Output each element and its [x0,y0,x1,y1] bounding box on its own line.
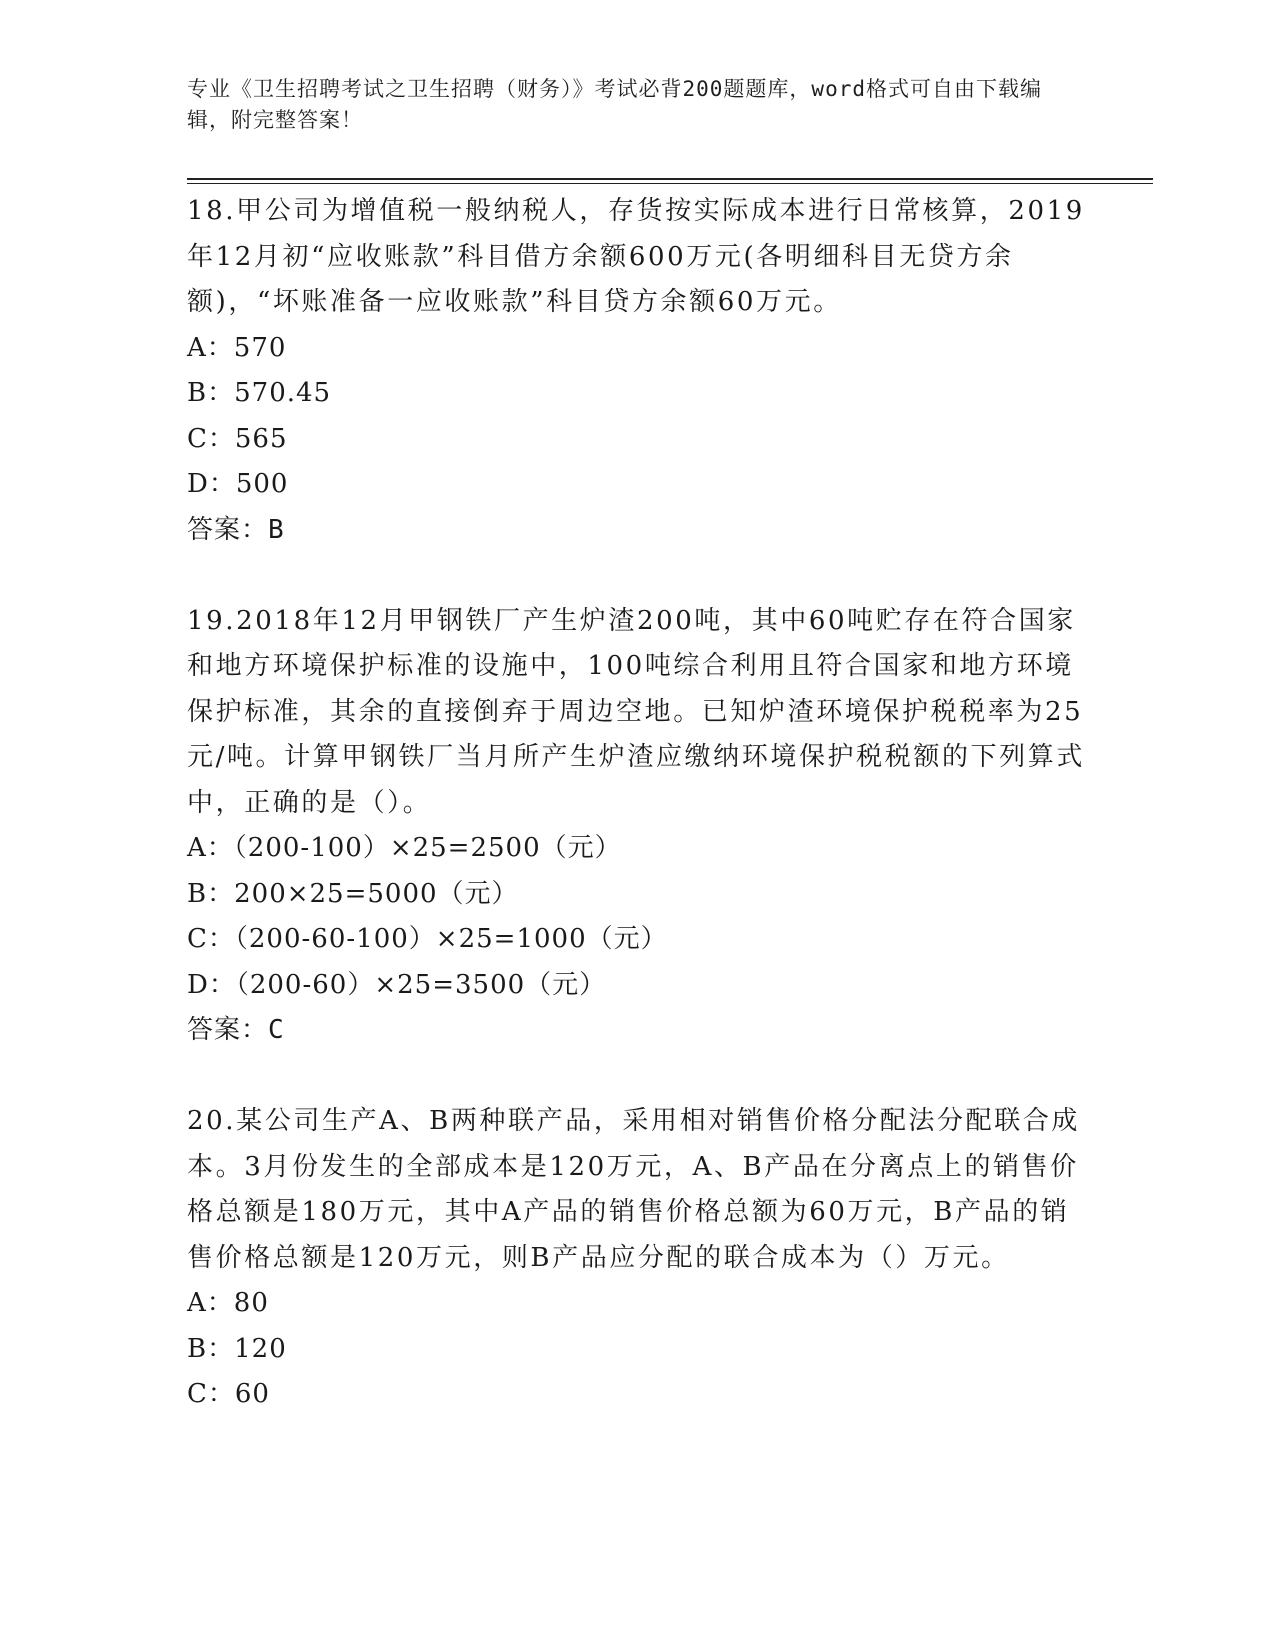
question-19 [187,599,1087,1054]
option-c: C：60 [187,1379,270,1409]
option-c: C：565 [187,423,288,454]
option-b: B：120 [187,1333,287,1364]
option-d: D：（200-60）×25=3500（元） [187,969,607,1000]
option-a: A：（200-100）×25=2500（元） [187,833,622,863]
header-divider-thin [187,183,1153,184]
question-stem: 19.2018年12月甲钢铁厂产生炉渣200吨，其中60吨贮存在符合国家和地方环境保护标准的设施中，100吨综合利用且符合国家和地方环境保护标准，其余的直接倒弃于周边空地。已知炉渣环境保护税税率为25元/吨。计算甲钢铁厂当月所产生炉渣应缴纳环境保护税税额的下列算式中，正确的是（）。 [187,605,1085,818]
option-b: B：200×25=5000（元） [187,878,519,909]
answer-line: 答案：C [187,1015,285,1045]
question-spacer [187,553,1087,599]
document-header: 专业《卫生招聘考试之卫生招聘（财务）》考试必背200题题库，word格式可自由下载编辑，附完整答案！ [187,77,1042,132]
option-a: A：570 [187,332,287,363]
answer-line: 答案：B [187,514,285,545]
header-divider [187,178,1153,180]
question-spacer [187,1054,1087,1100]
question-stem: 20.某公司生产A、B两种联产品，采用相对销售价格分配法分配联合成本。3月份发生的全部成本是120万元，A、B产品在分离点上的销售价格总额是180万元，其中A产品的销售价格总额为60万元，B产品的销售价格总额是120万元，则B产品应分配的联合成本为（）万元。 [187,1106,1081,1273]
option-d: D：500 [187,469,289,499]
option-c: C：（200-60-100）×25=1000（元） [187,924,668,954]
question-18 [187,189,1087,553]
question-stem: 18.甲公司为增值税一般纳税人，存货按实际成本进行日常核算，2019年12月初“应收账款”科目借方余额600万元(各明细科目无贷方余额)，“坏账准备一应收账款”科目贷方余额60万元。 [187,196,1085,317]
question-20 [187,1099,1087,1418]
option-a: A：80 [187,1288,269,1318]
question-list [187,189,1087,1418]
option-b: B：570.45 [187,378,332,408]
